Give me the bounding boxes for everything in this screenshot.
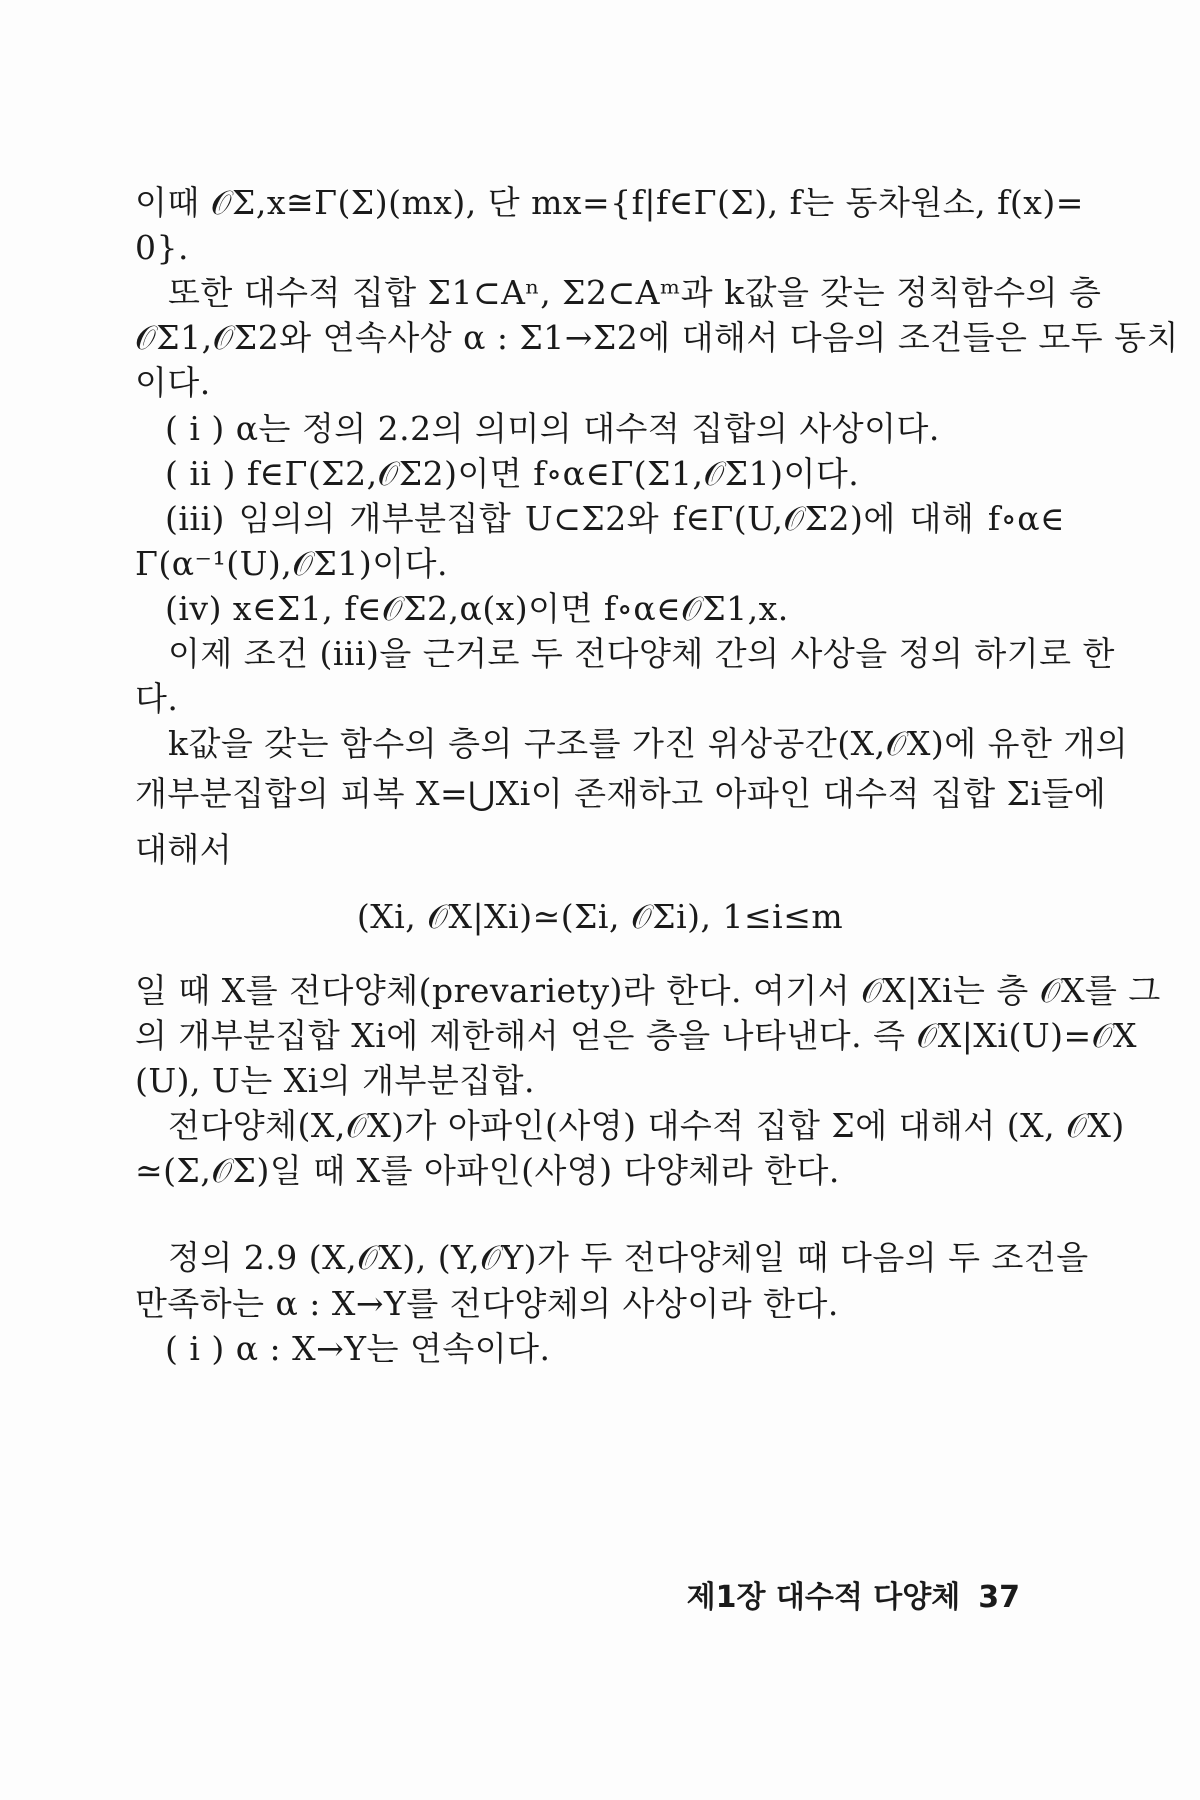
list-item: ( ii ) f∈Γ(Σ2,𝒪Σ2)이면 f∘α∈Γ(Σ1,𝒪Σ1)이다. — [165, 454, 860, 493]
definition-heading: 정의 2.9 (X,𝒪X), (Y,𝒪Y)가 두 전다양체일 때 다음의 두 조건을 — [168, 1238, 1089, 1277]
list-item: (iv) x∈Σ1, f∈𝒪Σ2,α(x)이면 f∘α∈𝒪Σ1,x. — [165, 589, 789, 628]
page-footer — [687, 1578, 1020, 1618]
list-item: ( i ) α : X→Y는 연속이다. — [165, 1329, 551, 1368]
display-formula: (Xi, 𝒪X|Xi)≃(Σi, 𝒪Σi), 1≤i≤m — [356, 897, 844, 936]
chapter-title: 제1장 대수적 다양체 — [686, 1580, 961, 1615]
text-line: 𝒪Σ1,𝒪Σ2와 연속사상 α : Σ1→Σ2에 대해서 다음의 조건들은 모두 동치 — [135, 318, 1179, 357]
text-line: 이다. — [135, 363, 211, 402]
text-line: k값을 갖는 함수의 층의 구조를 가진 위상공간(X,𝒪X)에 유한 개의 — [168, 724, 1129, 763]
text-line: 이때 𝒪Σ,x≅Γ(Σ)(mx), 단 mx={f|f∈Γ(Σ), f는 동차원소, f(x)= — [135, 183, 1084, 222]
text-line: 전다양체(X,𝒪X)가 아파인(사영) 대수적 집합 Σ에 대해서 (X, 𝒪X) — [168, 1106, 1125, 1145]
text-line: ≃(Σ,𝒪Σ)일 때 X를 아파인(사영) 다양체라 한다. — [135, 1151, 840, 1190]
text-line: (U), U는 Xi의 개부분집합. — [135, 1061, 536, 1100]
text-line: 대해서 — [135, 830, 233, 869]
text-line: Γ(α⁻¹(U),𝒪Σ1)이다. — [135, 544, 448, 583]
text-line: 의 개부분집합 Xi에 제한해서 얻은 층을 나타낸다. 즉 𝒪X|Xi(U)=𝒪X — [135, 1016, 1137, 1055]
page-number: 37 — [978, 1580, 1020, 1615]
text-line: 또한 대수적 집합 Σ1⊂Aⁿ, Σ2⊂Aᵐ과 k값을 갖는 정칙함수의 층 — [168, 273, 1102, 312]
text-line: 만족하는 α : X→Y를 전다양체의 사상이라 한다. — [135, 1284, 839, 1323]
text-line: 개부분집합의 피복 X=⋃Xi이 존재하고 아파인 대수적 집합 Σi들에 — [135, 774, 1107, 813]
text-line: 다. — [135, 679, 179, 718]
list-item: ( i ) α는 정의 2.2의 의미의 대수적 집합의 사상이다. — [165, 409, 940, 448]
text-line: 일 때 X를 전다양체(prevariety)라 한다. 여기서 𝒪X|Xi는 층 𝒪X를 그 — [135, 971, 1161, 1010]
text-line: 0}. — [135, 228, 189, 267]
list-item: (iii) 임의의 개부분집합 U⊂Σ2와 f∈Γ(U,𝒪Σ2)에 대해 f∘α∈ — [165, 499, 1065, 538]
text-line: 이제 조건 (iii)을 근거로 두 전다양체 간의 사상을 정의 하기로 한 — [168, 634, 1115, 673]
